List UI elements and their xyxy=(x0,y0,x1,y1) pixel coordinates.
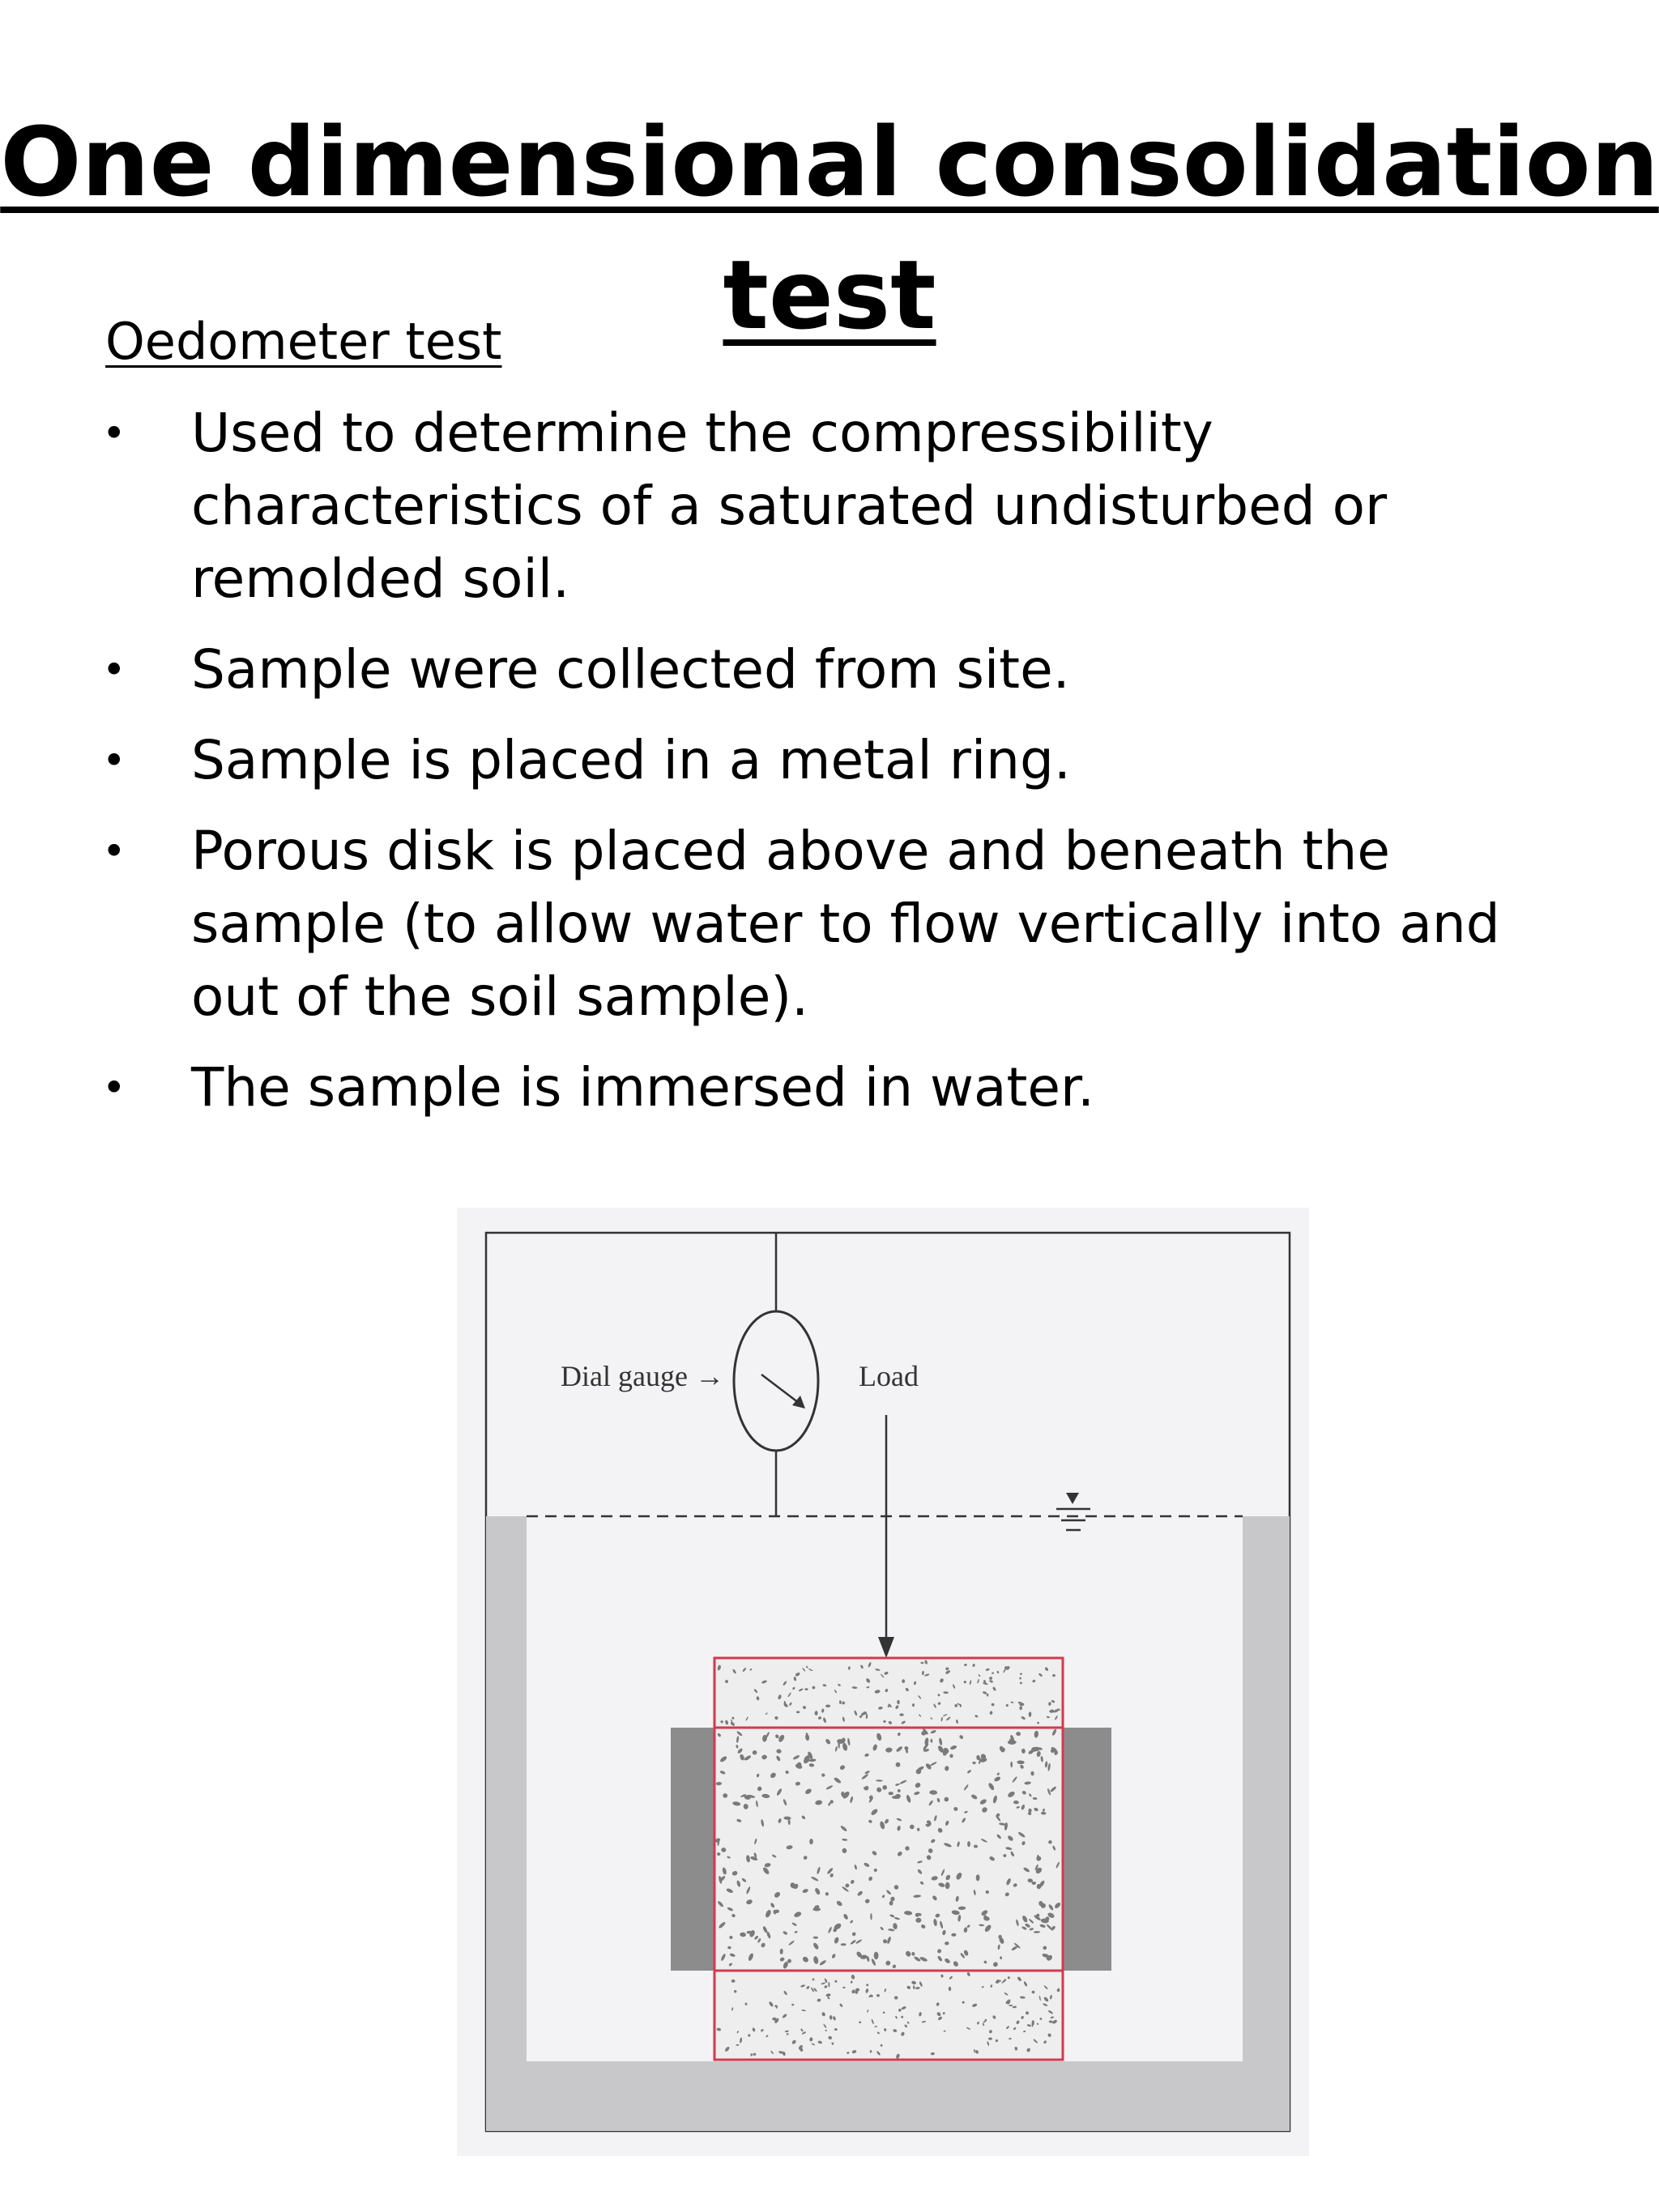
title-line-2: test xyxy=(723,239,936,351)
bullet-icon: • xyxy=(102,828,126,875)
soil-grain xyxy=(976,1874,980,1881)
oedometer-diagram xyxy=(457,1208,1309,2156)
bullet-text: Sample is placed in a metal ring. xyxy=(191,729,1071,791)
soil-grain xyxy=(841,1943,847,1946)
bullet-text: Sample were collected from site. xyxy=(191,638,1070,701)
bullet-item xyxy=(0,724,1659,797)
soil-grain xyxy=(951,1933,956,1937)
container-left-wall xyxy=(486,1516,527,2131)
oedometer-svg xyxy=(457,1208,1309,2156)
subtitle-oedometer-test: Oedometer test xyxy=(105,312,502,371)
bullet-item xyxy=(0,1051,1659,1124)
bullet-list xyxy=(0,397,1659,1142)
bullet-item xyxy=(0,815,1659,1034)
porous-disk-bottom xyxy=(714,1971,1063,2060)
bullet-icon: • xyxy=(102,1064,126,1111)
bullet-icon: • xyxy=(102,646,126,693)
load-label: Load xyxy=(859,1360,919,1392)
bullet-item xyxy=(0,633,1659,706)
metal-ring-left xyxy=(671,1728,714,1971)
container-bottom xyxy=(486,2061,1290,2131)
metal-ring-right xyxy=(1063,1728,1111,1971)
bullet-icon: • xyxy=(102,737,126,784)
porous-disk-top xyxy=(714,1658,1063,1728)
bullet-text: The sample is immersed in water. xyxy=(191,1056,1095,1119)
bullet-icon: • xyxy=(102,410,126,457)
soil-grain xyxy=(967,1841,970,1847)
bullet-text: Porous disk is placed above and beneath the sample (to allow water to flow vertically into and out of the soil sample). xyxy=(191,820,1500,1028)
bullet-item xyxy=(0,397,1659,616)
title-line-1: One dimensional consolidation xyxy=(0,106,1659,218)
bullet-text: Used to determine the compressibility characteristics of a saturated undisturbed or remolded soil. xyxy=(191,402,1388,610)
soil-grain xyxy=(828,1982,830,1988)
container-right-wall xyxy=(1243,1516,1290,2131)
dial-gauge-label: Dial gauge → xyxy=(561,1360,724,1392)
